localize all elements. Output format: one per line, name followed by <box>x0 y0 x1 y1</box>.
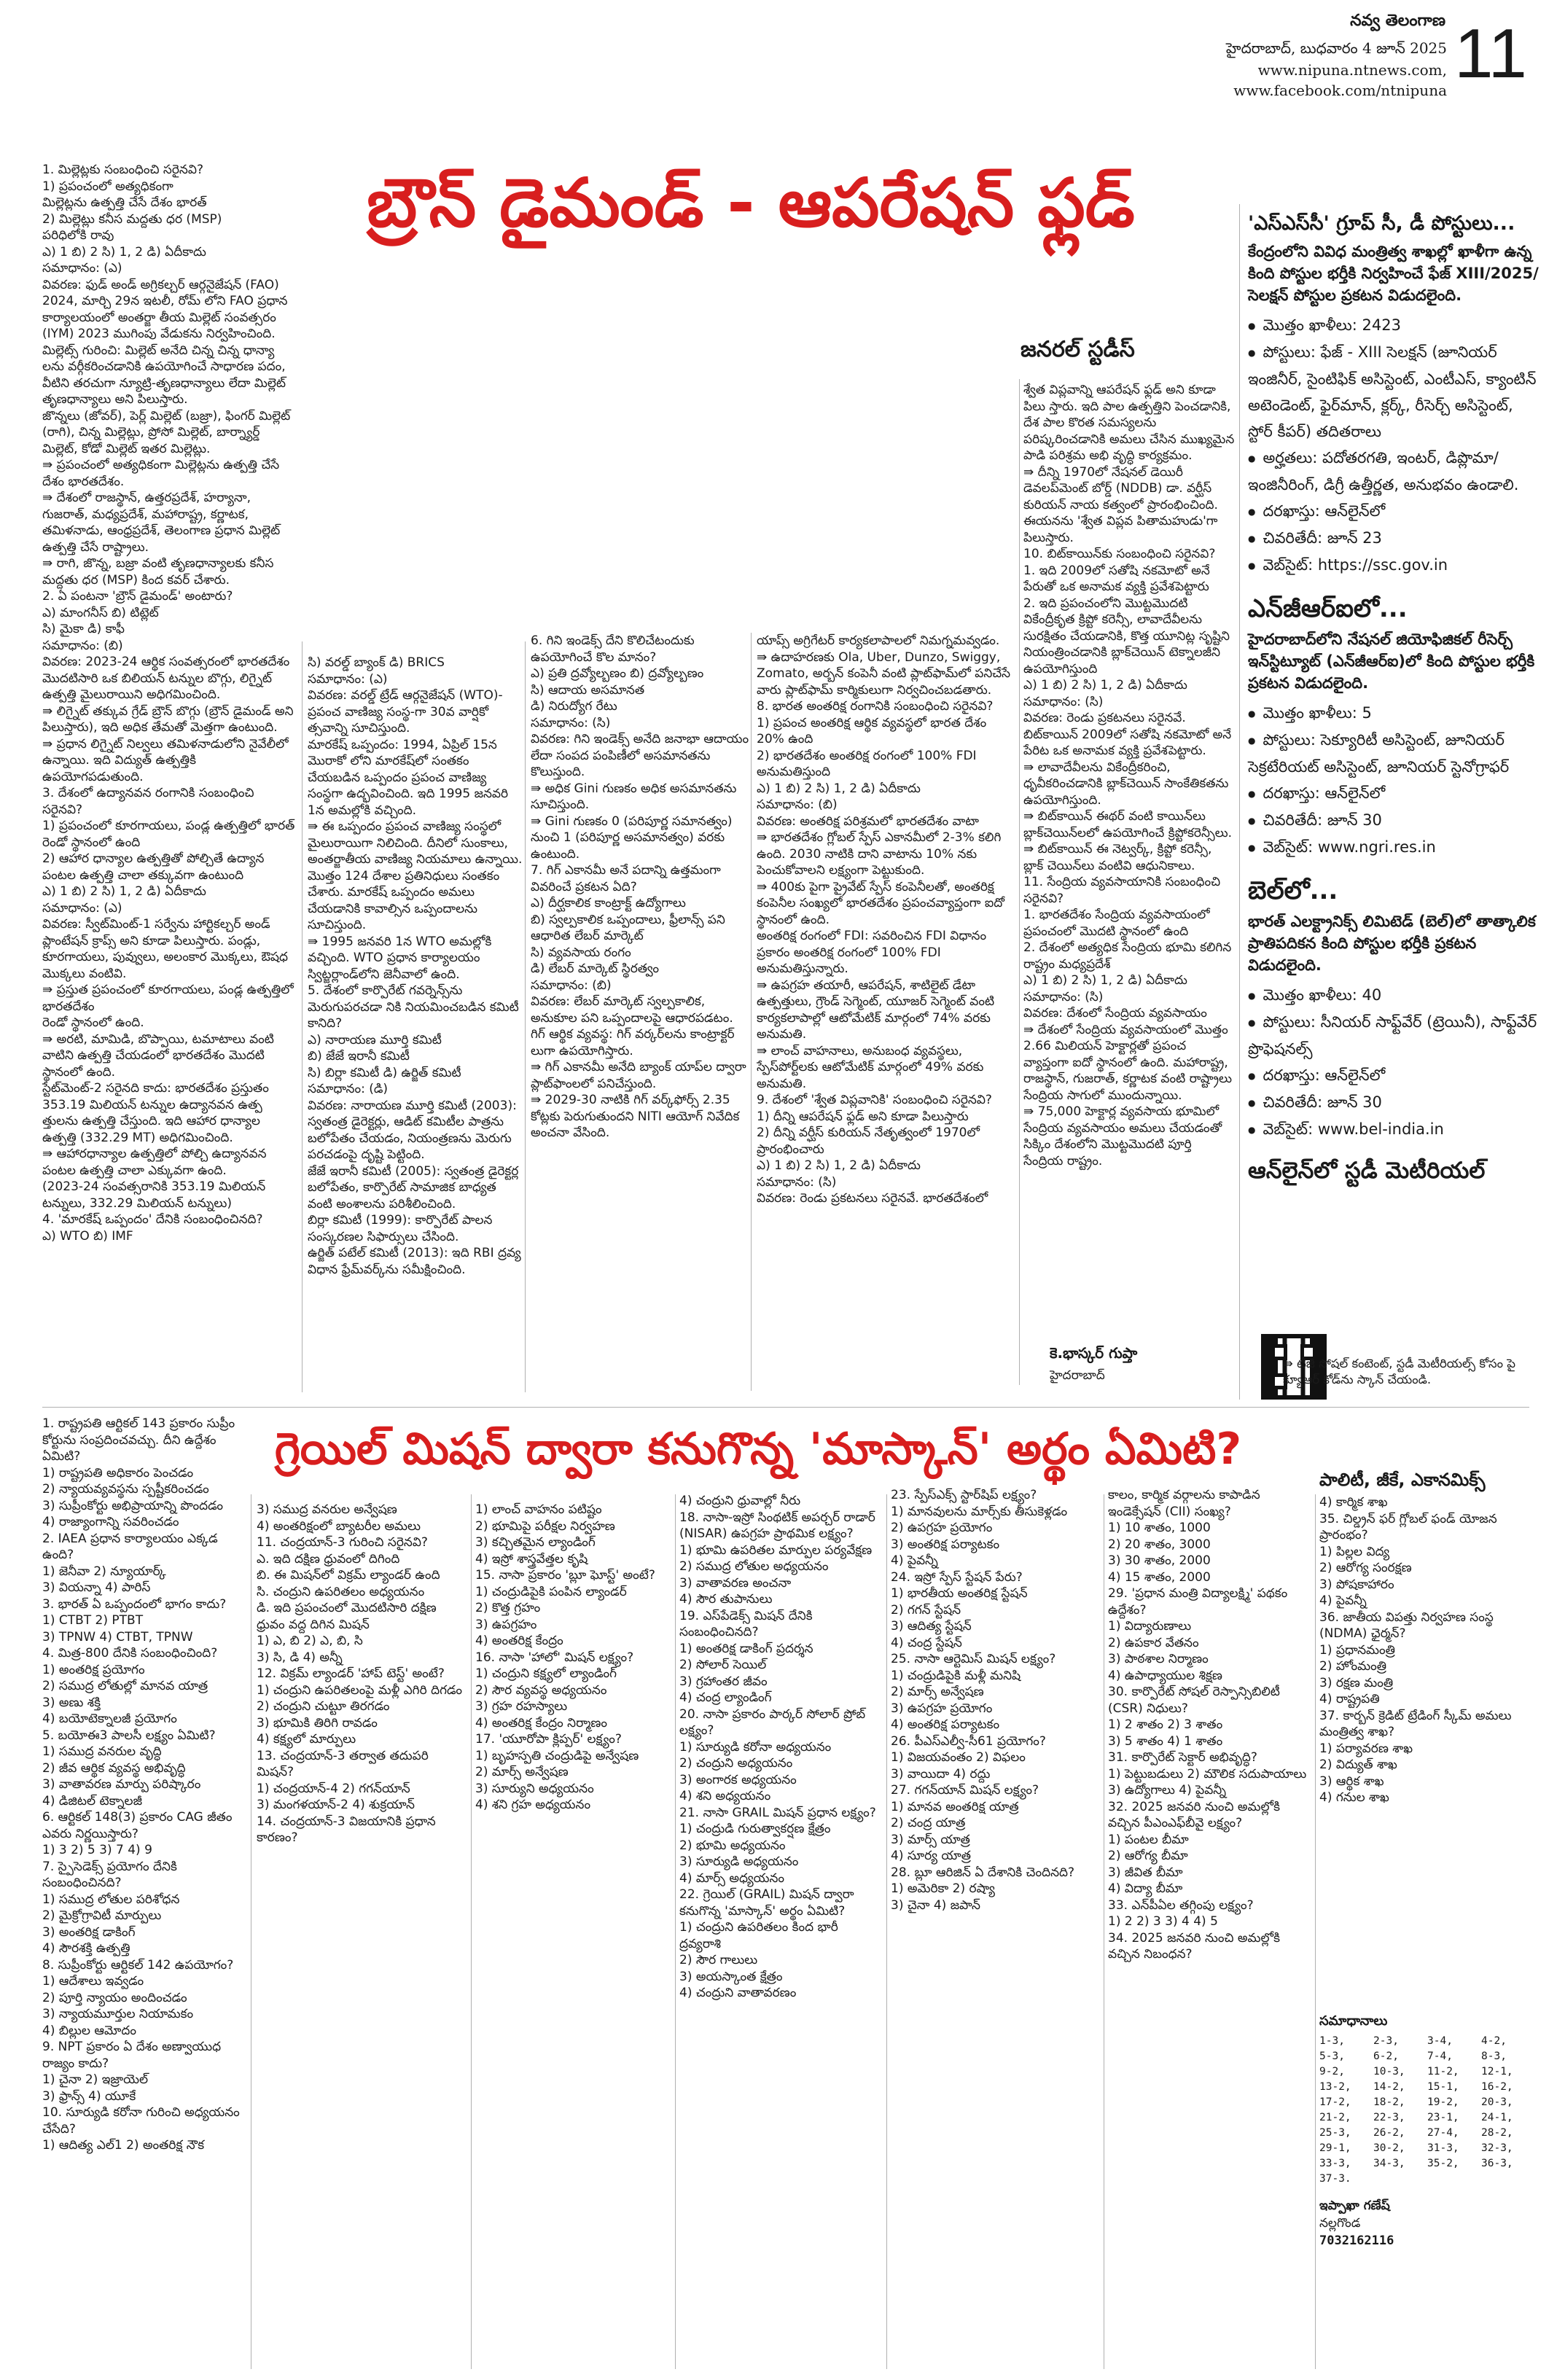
answers-row <box>1319 2110 1535 2126</box>
answer-cell: 33-3, <box>1319 2158 1351 2169</box>
section-general-studies: జనరల్ స్టడీస్ <box>1021 337 1135 362</box>
answers-phone: 7032162116 <box>1319 2233 1394 2248</box>
ssc-item: ● పోస్టులు: ఫేజ్ - XIII సెలక్షన్ (జూనియర్ ఇంజినీర్, సైంటిఫిక్ అసిస్టెంట్, ఎంటీఎస్, క్యాంటిన్ అటెండెంట్, ఫైర్‌మాన్, క్లర్క్, రీసెర్చ్ అసిస్టెంట్, స్టోర్ కీపర్) తదితరాలు <box>1248 339 1540 445</box>
column-rule <box>886 1494 887 2369</box>
ngri-title: ఎన్‌జీఆర్ఐలో... <box>1248 594 1408 623</box>
ngri-intro: హైదరాబాద్‌లోని నేషనల్ జియోఫిజికల్ రీసెర్చ్ ఇన్‌స్టిట్యూట్ (ఎన్‌జీఆర్ఐ)లో కింది పోస్టుల భర్తీకి ప్రకటన విడుదలైంది. <box>1248 631 1535 692</box>
answers-row <box>1319 2080 1535 2095</box>
column-rule <box>675 1494 676 2369</box>
article-bottom-col-4: 4) చంద్రుని ధ్రువాల్లో నీరు 18. నాసా-ఇస్రో సింథటిక్ అపర్చర్ రాడార్ (NISAR) ఉపగ్రహ ప్రాథమిక లక్ష్యం? 1) భూమి ఉపరితల మార్పుల పర్యవేక్షణ 2) సముద్ర లోతుల అధ్యయనం 3) వాతావరణ అంచనా 4) సౌర తుపానులు 19. ఎస్‌పేడెక్స్ మిషన్ దేనికి సంబంధించినది? 1) అంతరిక్ష డాకింగ్ ప్రదర్శన 2) సోలార్ సెయిల్ 3) గ్రహాంతర జీవం 4) చంద్ర ల్యాండింగ్ 20. నాసా ప్రకారం పార్కర్ సోలార్ ప్రోబ్ లక్ష్యం? 1) సూర్యుడి కరోనా అధ్యయనం 2) చంద్రుని అధ్యయనం 3) అంగారక అధ్యయనం 4) శని అధ్యయనం 21. నాసా GRAIL మిషన్ ప్రధాన లక్ష్యం? 1) చంద్రుడి గురుత్వాకర్షణ క్షేత్రం 2) భూమి అధ్యయనం 3) సూర్యుడి అధ్యయనం 4) మార్స్ అధ్యయనం 22. గ్రెయిల్ (GRAIL) మిషన్ ద్వారా కనుగొన్న 'మాస్కాన్' అర్థం ఏమిటి? 1) చంద్రుని ఉపరితలం కింద భారీ ద్రవ్యరాశి 2) సౌర గాలులు 3) అయస్కాంత క్షేత్రం 4) చంద్రుని వాతావరణం <box>679 1494 876 2000</box>
answers-row <box>1319 2095 1535 2110</box>
article-bottom-col-1: 1. రాష్ట్రపతి ఆర్టికల్ 143 ప్రకారం సుప్రీం కోర్టును సంప్రదించవచ్చు. దీని ఉద్దేశం ఏమిటి? 1) రాష్ట్రపతి అధికారం పెంచడం 2) న్యాయవ్యవస్థను స్పష్టీకరించడం 3) సుప్రీంకోర్టు అభిప్రాయాన్ని పొందడం 4) రాజ్యాంగాన్ని సవరించడం 2. IAEA ప్రధాన కార్యాలయం ఎక్కడ ఉంది? 1) జెనీవా 2) న్యూయార్క్ 3) వియన్నా 4) పారిస్ 3. భారత్ ఏ ఒప్పందంలో భాగం కాదు? 1) CTBT 2) PTBT 3) TPNW 4) CTBT, TPNW 4. మిత్ర-800 దేనికి సంబంధించింది? 1) అంతరిక్ష ప్రయోగం 2) సముద్ర లోతుల్లో మానవ యాత్ర 3) అణు శక్తి 4) బయోటెక్నాలజీ ప్రయోగం 5. బయోఈ3 పాలసీ లక్ష్యం ఏమిటి? 1) సముద్ర వనరుల వృద్ధి 2) జీవ ఆర్థిక వ్యవస్థ అభివృద్ధి 3) వాతావరణ మార్పు పరిష్కారం 4) డిజిటల్ టెక్నాలజీ 6. ఆర్టికల్ 148(3) ప్రకారం CAG జీతం ఎవరు నిర్ణయిస్తారు? 1) 3 2) 5 3) 7 4) 9 7. స్పైసెడెక్స్ ప్రయోగం దేనికి సంబంధించినది? 1) సముద్ర లోతుల పరిశోధన 2) మైక్రోగ్రావిటీ మార్పులు 3) అంతరిక్ష డాకింగ్ 4) సౌరశక్తి ఉత్పత్తి 8. సుప్రీంకోర్టు ఆర్టికల్ 142 ఉపయోగం? 1) ఆదేశాలు ఇవ్వడం 2) పూర్తి న్యాయం అందించడం 3) న్యాయమూర్తుల నియామకం 4) బిల్లుల ఆమోదం 9. NPT ప్రకారం ఏ దేశం అణ్వాయుధ రాజ్యం కాదు? 1) చైనా 2) ఇజ్రాయెల్ 3) ఫ్రాన్స్ 4) యూకే 10. సూర్యుడి కరోనా గురించి అధ్యయనం చేసేది? 1) ఆదిత్య ఎల్1 2) అంతరిక్ష నౌక <box>42 1416 240 2153</box>
answer-cell: 32-3, <box>1481 2142 1513 2154</box>
answers-row <box>1319 2126 1535 2141</box>
answer-cell: 30-2, <box>1373 2142 1405 2154</box>
ngri-item: ● పోస్టులు: సెక్యూరిటీ అసిస్టెంట్, జూనియర్ సెక్రటేరియట్ అసిస్టెంట్, జూనియర్ స్టెనోగ్రాఫర్ <box>1248 727 1540 780</box>
answer-cell: 24-1, <box>1481 2112 1513 2123</box>
answer-cell: 29-1, <box>1319 2142 1351 2154</box>
answer-cell: 7-4, <box>1427 2051 1453 2062</box>
answer-cell: 23-1, <box>1427 2112 1459 2123</box>
page-number: 11 <box>1454 15 1527 93</box>
masthead-brand: నవ్వ తెలంగాణ <box>1350 12 1445 30</box>
answer-cell: 21-2, <box>1319 2112 1351 2123</box>
article-top-col-5: శ్వేత విప్లవాన్ని ఆపరేషన్ ఫ్లడ్ అని కూడా పిలు స్తారు. ఇది పాల ఉత్పత్తిని పెంచడానికి, దేశ పాల కొరత సమస్యలను పరిష్కరించడానికి అమలు చేసిన ముఖ్యమైన పాడి పరిశ్రమ అభి వృద్ధి కార్యక్రమం. ⇛ దీన్ని 1970లో నేషనల్ డెయిరీ డెవలప్‌మెంట్ బోర్డ్ (NDDB) డా. వర్ఘీస్ కురియన్ నాయ కత్వంలో ప్రారంభించింది. ఈయనను 'శ్వేత విప్లవ పితామహుడు'గా పిలుస్తారు. 10. బిట్‌కాయిన్‌కు సంబంధించి సరైనవి? 1. ఇది 2009లో సతోషి నకమోటో అనే పేరుతో ఒక అనామక వ్యక్తి ప్రవేశపెట్టారు 2. ఇది ప్రపంచంలోని మొట్టమొదటి వికేంద్రీకృత క్రిప్టో కరెన్సీ, లావాదేవీలను సురక్షితం చేయడానికి, కొత్త యూనిట్ల సృష్టిని నియంత్రించడానికి బ్లాక్‌చెయిన్ టెక్నాలజీని ఉపయోగిస్తుంది ఎ) 1 బి) 2 సి) 1, 2 డి) ఏదీకాదు సమాధానం: (సి) వివరణ: రెండు ప్రకటనలు సరైనవే. బిట్‌కాయిన్ 2009లో సతోషి నకమోటో అనే పేరిట ఒక అనామక వ్యక్తి ప్రవేశపెట్టారు. ⇛ లావాదేవీలను వికేంద్రీకరించి, ధృవీకరించడానికి బ్లాక్‌చెయిన్ సాంకేతికతను ఉపయోగిస్తుంది. ⇛ బిట్‌కాయిన్ ఈథర్ వంటి కాయిన్‌లు బ్లాక్‌చెయిన్‌లలో ఉపయోగించే క్రిప్టోకరెన్సీలు. ⇛ బిట్‌కాయిన్ ఈ నెట్వర్క్, క్రిప్టో కరెన్సీ, బ్లాక్ చెయిన్‌లు వంటివి ఆధునికాలు. 11. సేంద్రియ వ్యవసాయానికి సంబంధించి సరైనవి? 1. భారతదేశం సేంద్రియ వ్యవసాయంలో ప్రపంచంలో మొదటి స్థానంలో ఉంది 2. దేశంలో అత్యధిక సేంద్రియ భూమి కలిగిన రాష్ట్రం మధ్యప్రదేశ్ ఎ) 1 బి) 2 సి) 1, 2 డి) ఏదీకాదు సమాధానం: (సి) వివరణ: దేశంలో సేంద్రియ వ్యవసాయం ⇛ దేశంలో సేంద్రియ వ్యవసాయంలో మొత్తం 2.66 మిలియన్ హెక్టార్లతో ప్రపంచ వ్యాప్తంగా ఐదో స్థానంలో ఉంది. మహారాష్ట్ర, రాజస్థాన్, గుజరాత్, కర్ణాటక వంటి రాష్ట్రాలు సేంద్రియ సాగులో ముందున్నాయి. ⇛ 75,000 హెక్టార్ల వ్యవసాయ భూమిలో సేంద్రియ వ్యవసాయం అమలు చేయడంతో సిక్కిం దేశంలోని మొట్టమొదటి పూర్తి సేంద్రియ రాష్ట్రం. <box>1023 383 1235 1168</box>
answer-cell: 20-3, <box>1481 2096 1513 2108</box>
column-rule <box>751 633 752 1391</box>
answer-cell <box>1427 2172 1481 2187</box>
column-rule <box>1315 1494 1316 2369</box>
answer-cell: 8-3, <box>1481 2051 1507 2062</box>
answer-cell: 10-3, <box>1373 2066 1405 2077</box>
article-bottom-col-2: 3) సముద్ర వనరుల అన్వేషణ 4) అంతరిక్షంలో బ్యాటరీల అమలు 11. చంద్రయాన్-3 గురించి సరైనవి? ఎ. ఇది దక్షిణ ధ్రువంలో దిగింది బి. ఈ మిషన్‌లో విక్రమ్ ల్యాండర్ ఉంది సి. చంద్రుని ఉపరితలం అధ్యయనం డి. ఇది ప్రపంచంలో మొదటిసారి దక్షిణ ధ్రువం వద్ద దిగిన మిషన్ 1) ఎ, బి 2) ఎ, బి, సి 3) సి, డి 4) అన్నీ 12. విక్రమ్ ల్యాండర్ 'హాప్ టెస్ట్' అంటే? 1) చంద్రుని ఉపరితలంపై మళ్లీ ఎగిరి దిగడం 2) చంద్రుని చుట్టూ తిరగడం 3) భూమికి తిరిగి రావడం 4) కక్ష్యలో మార్పులు 13. చంద్రయాన్-3 తర్వాత తదుపరి మిషన్? 1) చంద్రయాన్-4 2) గగన్‌యాన్ 3) మంగళయాన్-2 4) శుక్రయాన్ 14. చంద్రయాన్-3 విజయానికి ప్రధాన కారణం? <box>257 1502 462 1845</box>
answers-grid <box>1319 2034 1535 2187</box>
answers-row <box>1319 2172 1535 2187</box>
bel-list <box>1248 982 1540 1143</box>
byline-place: హైదరాబాద్ <box>1050 1368 1105 1383</box>
article-top-col-1: 1. మిల్లెట్లకు సంబంధించి సరైనవి? 1) ప్రపంచంలో అత్యధికంగా మిల్లెట్లను ఉత్పత్తి చేసే దేశం భారత్ 2) మిల్లెట్లు కనీస మద్దతు ధర (MSP) పరిధిలోకి రావు ఎ) 1 బి) 2 సి) 1, 2 డి) ఏదీకాదు సమాధానం: (ఎ) వివరణ: ఫుడ్ అండ్ అగ్రికల్చర్ ఆర్గనైజేషన్ (FAO) 2024, మార్చి 29న ఇటలీ, రోమ్ లోని FAO ప్రధాన కార్యాలయంలో అంతర్జా తీయ మిల్లెట్ సంవత్సరం (IYM) 2023 ముగింపు వేడుకను నిర్వహించింది. మిల్లెట్స్ గురించి: మిల్లెట్ అనేది చిన్న చిన్న ధాన్యా లను వర్గీకరించడానికి ఉపయోగించే సాధారణ పదం, వీటిని తరచుగా న్యూట్రి-తృణధాన్యాలు లేదా మిల్లెట్ తృణధాన్యాలు అని పిలుస్తారు. జొన్నలు (జోవర్), పెర్ల్ మిల్లెట్ (బజ్రా), ఫింగర్ మిల్లెట్ (రాగి), చిన్న మిల్లెట్లు, ప్రోసో మిల్లెట్, బార్న్యార్డ్ మిల్లెట్, కోడో మిల్లెట్ ఇతర మిల్లెట్లు. ⇛ ప్రపంచంలో అత్యధికంగా మిల్లెట్లను ఉత్పత్తి చేసే దేశం భారతదేశం. ⇛ దేశంలో రాజస్థాన్, ఉత్తరప్రదేశ్, హర్యానా, గుజరాత్, మధ్యప్రదేశ్, మహారాష్ట్ర, కర్ణాటక, తమిళనాడు, ఆంధ్రప్రదేశ్, తెలంగాణ ప్రధాన మిల్లెట్ ఉత్పత్తి చేసే రాష్ట్రాలు. ⇛ రాగి, జొన్న, బజ్రా వంటి తృణధాన్యాలకు కనీస మద్దతు ధర (MSP) కింద కవర్ చేశారు. 2. ఏ పంటనా 'బ్రౌన్ డైమండ్' అంటారు? ఎ) మాంగనీస్ బి) టిట్లెట్ సి) మైకా డి) కాఫీ సమాధానం: (బి) వివరణ: 2023-24 ఆర్థిక సంవత్సరంలో భారతదేశం మొదటిసారి ఒక బిలియన్ టన్నుల బొగ్గు, లిగ్నైట్ ఉత్పత్తి మైలురాయిని అధిగమించింది. ⇛ లిగ్నైట్ తక్కువ గ్రేడ్ బ్రౌన్ బొగ్గు (బ్రౌన్ డైమండ్ అని పిలుస్తారు), ఇది అధిక తేమతో మెత్తగా ఉంటుంది. ⇛ ప్రధాన లిగ్నైట్ నిల్వలు తమిళనాడులోని నైవేలీలో ఉన్నాయి. ఇది విద్యుత్ ఉత్పత్తికి ఉపయోగపడుతుంది. 3. దేశంలో ఉద్యానవన రంగానికి సంబంధించి సరైనవి? 1) ప్రపంచంలో కూరగాయలు, పండ్ల ఉత్పత్తిలో భారత్ రెండో స్థానంలో ఉంది 2) ఆహార ధాన్యాల ఉత్పత్తితో పోల్చితే ఉద్యాన పంటల ఉత్పత్తి చాలా తక్కువగా ఉంటుంది ఎ) 1 బి) 2 సి) 1, 2 డి) ఏదీకాదు సమాధానం: (ఎ) వివరణ: స్వీట్‌మింట్-1 సర్వేను హార్టికల్చర్ అండ్ ప్లాంటేషన్ క్రాప్స్ అని కూడా పిలుస్తారు. పండ్లు, కూరగాయలు, పువ్వులు, అలంకార మొక్కలు, ఔషధ మొక్కలు వంటివి. ⇛ ప్రస్తుత ప్రపంచంలో కూరగాయలు, పండ్ల ఉత్పత్తిలో భారతదేశం రెండో స్థానంలో ఉంది. ⇛ అరటి, మామిడి, బొప్పాయి, టమాటాలు వంటి వాటిని ఉత్పత్తి చేయడంలో భారతదేశం మొదటి స్థానంలో ఉంది. స్టేట్‌మెంట్-2 సరైనది కాదు: భారతదేశం ప్రస్తుతం 353.19 మిలియన్ టన్నుల ఉద్యానవన ఉత్ప త్తులను ఉత్పత్తి చేస్తుంది. ఇది ఆహార ధాన్యాల ఉత్పత్తి (332.29 MT) అధిగమించింది. ⇛ ఆహారధాన్యాల ఉత్పత్తిలో పోల్చి ఉద్యానవన పంటల ఉత్పత్తి చాలా ఎక్కువగా ఉంది. (2023-24 సంవత్సరానికి 353.19 మిలియన్ టన్నులు, 332.29 మిలియన్ టన్నులు) 4. 'మారకేష్ ఒప్పందం' దేనికి సంబంధించినది? ఎ) WTO బి) IMF <box>42 163 295 1244</box>
online-material-note: ⇛ టీజీ సోషల్ కంటెంట్, స్టడీ మెటీరియల్స్ కోసం పై క్యూఆర్ కోడ్‌ను స్కాన్ చేయండి. <box>1283 1357 1515 1386</box>
headline-bottom: గ్రెయిల్ మిషన్ ద్వారా కనుగొన్న 'మాస్కాన్' అర్థం ఏమిటి? <box>274 1424 1242 1475</box>
ssc-item: ● మొత్తం ఖాళీలు: 2423 <box>1248 312 1540 339</box>
ssc-item: ● అర్హతలు: పదోతరగతి, ఇంటర్, డిప్లొమా/ఇంజినీరింగ్, డిగ్రీ ఉత్తీర్ణత, అనుభవం ఉండాలి. <box>1248 445 1540 498</box>
column-rule <box>302 641 303 1392</box>
ssc-website[interactable]: ● వెబ్‌సైట్: https://ssc.gov.in <box>1248 552 1540 579</box>
masthead-dateline: హైదరాబాద్, బుధవారం 4 జూన్ 2025 <box>1225 39 1447 57</box>
ssc-title: 'ఎస్ఎస్‌సీ' గ్రూప్ సీ, డీ పోస్టులు... <box>1248 212 1515 235</box>
article-bottom-col-5: 23. స్పేస్‌ఎక్స్ స్టార్‌షిప్ లక్ష్యం? 1) మానవులను మార్స్‌కు తీసుకెళ్లడం 2) ఉపగ్రహ ప్రయోగం 3) అంతరిక్ష పర్యాటకం 4) పైవన్నీ 24. ఇస్రో స్పేస్ స్టేషన్ పేరు? 1) భారతీయ అంతరిక్ష స్టేషన్ 2) గగన్ స్టేషన్ 3) ఆదిత్య స్టేషన్ 4) చంద్ర స్టేషన్ 25. నాసా ఆర్టెమిస్ మిషన్ లక్ష్యం? 1) చంద్రుడిపైకి మళ్లీ మనిషి 2) మార్స్ అన్వేషణ 3) ఉపగ్రహ ప్రయోగం 4) అంతరిక్ష పర్యాటకం 26. పీఎస్ఎల్వీ-సీ61 ప్రయోగం? 1) విజయవంతం 2) విఫలం 3) వాయిదా 4) రద్దు 27. గగన్‌యాన్ మిషన్ లక్ష్యం? 1) మానవ అంతరిక్ష యాత్ర 2) చంద్ర యాత్ర 3) మార్స్ యాత్ర 4) సూర్య యాత్ర 28. బ్లూ ఆరిజిన్ ఏ దేశానికి చెందినది? 1) అమెరికా 2) రష్యా 3) చైనా 4) జపాన్ <box>891 1488 1075 1913</box>
article-top-col-2: సి) వరల్డ్ బ్యాంక్ డి) BRICS సమాధానం: (ఎ) వివరణ: వరల్డ్ ట్రేడ్ ఆర్గనైజేషన్ (WTO)- ప్రపంచ వాణిజ్య సంస్థ-గా 30వ వార్షికో త్సవాన్ని సూచిస్తుంది. మారకేష్ ఒప్పందం: 1994, ఏప్రిల్ 15న మొరాకో లోని మారకేష్‌లో సంతకం చేయబడిన ఒప్పందం ప్రపంచ వాణిజ్య సంస్థగా ఉద్భవించింది. ఇది 1995 జనవరి 1న అమల్లోకి వచ్చింది. ⇛ ఈ ఒప్పందం ప్రపంచ వాణిజ్య సంస్థలో మైలురాయిగా నిలిచింది. దీనిలో సుంకాలు, అంతర్జాతీయ వాణిజ్య నియమాలు ఉన్నాయి. మొత్తం 124 దేశాల ప్రతినిధులు సంతకం చేశారు. మారకేష్ ఒప్పందం అమలు చేయడానికి కావాల్సిన ఒప్పందాలను సూచిస్తుంది. ⇛ 1995 జనవరి 1న WTO అమల్లోకి వచ్చింది. WTO ప్రధాన కార్యాలయం స్విట్జర్లాండ్‌లోని జెనీవాలో ఉంది. 5. దేశంలో కార్పొరేట్ గవర్నెన్స్‌ను మెరుగుపరచడా నికి నియమించబడిన కమిటీ కానిది? ఎ) నారాయణ మూర్తి కమిటీ బి) జేజే ఇరానీ కమిటీ సి) బిర్లా కమిటీ డి) ఉర్జిత్ కమిటీ సమాధానం: (డి) వివరణ: నారాయణ మూర్తి కమిటీ (2003): స్వతంత్ర డైరెక్టర్లు, ఆడిట్ కమిటీల పాత్రను బలోపేతం చేయడం, నియంత్రణను మెరుగు పరచడంపై దృష్టి పెట్టింది. జేజే ఇరానీ కమిటీ (2005): స్వతంత్ర డైరెక్టర్ల బలోపేతం, కార్పొరేట్ సామాజిక బాధ్యత వంటి అంశాలను పరిశీలించింది. బిర్లా కమిటీ (1999): కార్పొరేట్ పాలన సంస్కరణల సిఫార్సులు చేసింది. ఉర్జిత్ పటేల్ కమిటీ (2013): ఇది RBI ద్రవ్య విధాన ఫ్రేమ్‌వర్క్‌ను సమీక్షించింది. <box>308 655 523 1277</box>
answer-cell: 5-3, <box>1319 2051 1345 2062</box>
article-top-col-3: 6. గిని ఇండెక్స్ దేని కొలిచేటందుకు ఉపయోగించే కొల మానం? ఎ) ప్రతి ద్రవ్యోల్బణం బి) ద్రవ్యోల్బణం సి) ఆదాయ అసమానత డి) నిరుద్యోగ రేటు సమాధానం: (సి) వివరణ: గిని ఇండెక్స్ అనేది జనాభా ఆదాయం లేదా సంపద పంపిణీలో అసమానతను కొలుస్తుంది. ⇛ అధిక Gini గుణకం అధిక అసమానతను సూచిస్తుంది. ⇛ Gini గుణకం 0 (పరిపూర్ణ సమానత్వం) నుంచి 1 (పరిపూర్ణ అసమానత్వం) వరకు ఉంటుంది. 7. గిగ్ ఎకానమీ అనే పదాన్ని ఉత్తమంగా వివరించే ప్రకటన ఏది? ఎ) దీర్ఘకాలిక కాంట్రాక్ట్ ఉద్యోగాలు బి) స్వల్పకాలిక ఒప్పందాలు, ఫ్రీలాన్స్ పని ఆధారిత లేబర్ మార్కెట్ సి) వ్యవసాయ రంగం డి) లేబర్ మార్కెట్ స్థిరత్వం సమాధానం: (బి) వివరణ: లేబర్ మార్కెట్ స్వల్పకాలిక, అనుకూల పని ఒప్పందాలపై ఆధారపడటం. గిగ్ ఆర్థిక వ్యవస్థ: గిగ్ వర్కర్‌లను కాంట్రాక్టర్ లుగా ఉపయోగిస్తారు. ⇛ గిగ్ ఎకానమీ అనేది బ్యాంక్ యాప్‌ల ద్వారా ప్లాట్‌ఫాంలలో పనిచేస్తుంది. ⇛ 2029-30 నాటికి గిగ్ వర్క్‌ఫోర్స్ 2.35 కోట్లకు పెరుగుతుందని NITI ఆయోగ్ నివేదిక అంచనా వేసింది. <box>531 633 749 1140</box>
answer-cell: 1-3, <box>1319 2035 1345 2047</box>
jobs-sidebar <box>1248 211 1540 1185</box>
column-rule <box>1019 379 1020 1385</box>
answer-cell: 13-2, <box>1319 2081 1351 2093</box>
bel-item: ● చివరితేదీ: జూన్ 30 <box>1248 1089 1540 1116</box>
section-polity-gk: పాలిటీ, జీకే, ఎకానమిక్స్ <box>1319 1470 1486 1490</box>
section-divider <box>42 1407 1529 1408</box>
byline-author: కె.భాస్కర్ గుప్తా <box>1050 1344 1138 1362</box>
ngri-item: ● చివరితేదీ: జూన్ 30 <box>1248 807 1540 834</box>
article-bottom-col-6: కాలం, కార్మిక వర్గాలను కాపాడిన ఇండెక్సేషన్ (CII) సంఖ్య? 1) 10 శాతం, 1000 2) 20 శాతం, 3000 3) 30 శాతం, 2000 4) 15 శాతం, 2000 29. 'ప్రధాన మంత్రి విద్యాలక్ష్మి' పథకం ఉద్దేశం? 1) విద్యారుణాలు 2) ఉపకార వేతనం 3) పాఠశాల నిర్మాణం 4) ఉపాధ్యాయుల శిక్షణ 30. కార్పొరేట్ సోషల్ రెస్పాన్సిబిలిటీ (CSR) నిధులు? 1) 2 శాతం 2) 3 శాతం 3) 5 శాతం 4) 1 శాతం 31. కార్పొరేట్ సెక్టార్ అభివృద్ధి? 1) పెట్టుబడులు 2) మౌలిక సదుపాయాలు 3) ఉద్యోగాలు 4) పైవన్నీ 32. 2025 జనవరి నుంచి అమల్లోకి వచ్చిన పీఎంఎఫ్‌బీవై లక్ష్యం? 1) పంటల బీమా 2) ఆరోగ్య బీమా 3) జీవిత బీమా 4) విద్యా బీమా 33. ఎన్‌పీఏల తగ్గింపు లక్ష్యం? 1) 2 2) 3 3) 4 4) 5 34. 2025 జనవరి నుంచి అమల్లోకి వచ్చిన నిబంధన? <box>1108 1488 1307 1962</box>
bel-item: ● పోస్టులు: సీనియర్ సాఫ్ట్‌వేర్ (ట్రెయినీ), సాఫ్ట్‌వేర్ ప్రొఫెషనల్స్ <box>1248 1009 1540 1062</box>
answers-row <box>1319 2034 1535 2049</box>
answer-cell: 26-2, <box>1373 2127 1405 2139</box>
masthead-web-1[interactable]: www.nipuna.ntnews.com, <box>1257 61 1447 79</box>
answer-cell: 15-1, <box>1427 2081 1459 2093</box>
answers-author-place: నల్లగొండ <box>1319 2216 1361 2231</box>
answers-row <box>1319 2049 1535 2064</box>
masthead-web-2[interactable]: www.facebook.com/ntnipuna <box>1233 82 1447 99</box>
sidebar-rule <box>1239 204 1240 1400</box>
answer-cell: 37-3. <box>1319 2173 1351 2185</box>
answer-cell: 11-2, <box>1427 2066 1459 2077</box>
column-rule <box>471 1494 472 2369</box>
answers-row <box>1319 2064 1535 2080</box>
answer-cell: 27-4, <box>1427 2127 1459 2139</box>
answer-cell: 19-2, <box>1427 2096 1459 2108</box>
answer-cell: 25-3, <box>1319 2127 1351 2139</box>
answer-cell: 17-2, <box>1319 2096 1351 2108</box>
answers-row <box>1319 2156 1535 2172</box>
answer-cell: 6-2, <box>1373 2051 1399 2062</box>
article-top-col-4: యాప్స్ అగ్రిగేటర్ కార్యకలాపాలలో నిమగ్నమవ్వడం. ⇛ ఉదాహరణకు Ola, Uber, Dunzo, Swiggy, Zomato, అర్బన్ కంపెనీ వంటి ప్లాట్‌ఫామ్‌లో పనిచేసే వారు ప్లాట్‌ఫామ్ కార్మికులుగా నిర్వచించబడతారు. 8. భారత అంతరిక్ష రంగానికి సంబంధించి సరైనవి? 1) ప్రపంచ అంతరిక్ష ఆర్థిక వ్యవస్థలో భారత దేశం 20% ఉంది 2) భారతదేశం అంతరిక్ష రంగంలో 100% FDI అనుమతిస్తుంది ఎ) 1 బి) 2 సి) 1, 2 డి) ఏదీకాదు సమాధానం: (బి) వివరణ: అంతరిక్ష పరిశ్రమలో భారతదేశం వాటా ⇛ భారతదేశం గ్లోబల్ స్పేస్ ఎకానమీలో 2-3% కలిగి ఉంది. 2030 నాటికి దాని వాటాను 10% నకు పెంచుకోవాలని లక్ష్యంగా పెట్టుకుంది. ⇛ 400కు పైగా ప్రైవేట్ స్పేస్ కంపెనీలతో, అంతరిక్ష కంపెనీల సంఖ్యలో భారతదేశం ప్రపంచవ్యాప్తంగా ఐదో స్థానంలో ఉంది. అంతరిక్ష రంగంలో FDI: సవరించిన FDI విధానం ప్రకారం అంతరిక్ష రంగంలో 100% FDI అనుమతిస్తున్నారు. ⇛ ఉపగ్రహ తయారీ, ఆపరేషన్, శాటిలైట్ డేటా ఉత్పత్తులు, గ్రౌండ్ సెగ్మెంట్, యూజర్ సెగ్మెంట్ వంటి కార్యకలాపాల్లో ఆటోమేటిక్ మార్గంలో 74% వరకు అనుమతి. ⇛ లాంచ్ వాహనాలు, అనుబంధ వ్యవస్థలు, స్పేస్‌పోర్ట్‌లకు ఆటోమేటిక్ మార్గంలో 49% వరకు అనుమతి. 9. దేశంలో 'శ్వేత విప్లవానికి' సంబంధించి సరైనవి? 1) దీన్ని ఆపరేషన్ ఫ్లడ్ అని కూడా పిలుస్తారు 2) దీన్ని వర్ఘీస్ కురియన్ నేతృత్వంలో 1970లో ప్రారంభించారు ఎ) 1 బి) 2 సి) 1, 2 డి) ఏదీకాదు సమాధానం: (సి) వివరణ: రెండు ప్రకటనలు సరైనవే. భారతదేశంలో <box>757 633 1011 1206</box>
ngri-item: ● దరఖాస్తు: ఆన్‌లైన్‌లో <box>1248 780 1540 807</box>
ssc-item: ● చివరితేదీ: జూన్ 23 <box>1248 525 1540 552</box>
article-bottom-col-7: 4) కార్మిక శాఖ 35. చిల్డ్రన్ ఫర్ గ్లోబల్ ఫండ్ యోజన ప్రారంభం? 1) పిల్లల విద్య 2) ఆరోగ్య సంరక్షణ 3) పోషకాహారం 4) పైవన్నీ 36. జాతీయ విపత్తు నిర్వహణ సంస్థ (NDMA) ఛైర్మన్? 1) ప్రధానమంత్రి 2) హోంమంత్రి 3) రక్షణ మంత్రి 4) రాష్ట్రపతి 37. కార్బన్ క్రెడిట్ ట్రేడింగ్ స్కీమ్ అమలు మంత్రిత్వ శాఖ? 1) పర్యావరణ శాఖ 2) విద్యుత్ శాఖ 3) ఆర్థిక శాఖ 4) గనుల శాఖ <box>1319 1495 1512 1805</box>
column-rule <box>525 641 526 1392</box>
answer-cell <box>1481 2172 1535 2187</box>
online-material-title: ఆన్‌లైన్‌లో స్టడీ మెటీరియల్ <box>1248 1158 1486 1184</box>
answer-cell: 14-2, <box>1373 2081 1405 2093</box>
ngri-item: ● మొత్తం ఖాళీలు: 5 <box>1248 700 1540 727</box>
answer-cell: 12-1, <box>1481 2066 1513 2077</box>
ssc-intro: కేంద్రంలోని వివిధ మంత్రిత్వ శాఖల్లో ఖాళీగా ఉన్న కింది పోస్టుల భర్తీకి నిర్వహించే ఫేజ్ XIII/2025/సెలక్షన్ పోస్టుల ప్రకటన విడుదలైంది. <box>1248 243 1539 304</box>
ssc-item: ● దరఖాస్తు: ఆన్‌లైన్‌లో <box>1248 498 1540 525</box>
answer-cell: 4-2, <box>1481 2035 1507 2047</box>
ngri-website[interactable]: ● వెబ్‌సైట్: www.ngri.res.in <box>1248 834 1540 861</box>
answers-title: సమాధానాలు <box>1319 2013 1388 2029</box>
answers-row <box>1319 2141 1535 2156</box>
answer-cell: 28-2, <box>1481 2127 1513 2139</box>
answer-cell: 2-3, <box>1373 2035 1399 2047</box>
answer-cell: 31-3, <box>1427 2142 1459 2154</box>
answer-cell: 36-3, <box>1481 2158 1513 2169</box>
headline-top: బ్రౌన్ డైమండ్ - ఆపరేషన్ ఫ్లడ్ <box>367 164 1135 242</box>
answer-cell: 35-2, <box>1427 2158 1459 2169</box>
answers-author: ఇప్పాఖా గణేష్ <box>1319 2198 1390 2213</box>
answer-cell: 9-2, <box>1319 2066 1345 2077</box>
ssc-list <box>1248 312 1540 579</box>
answers-block <box>1319 2012 1535 2250</box>
bel-intro: భారత్ ఎలక్ట్రానిక్స్ లిమిటెడ్ (బెల్)లో తాత్కాలిక ప్రాతిపదికన కింది పోస్టుల భర్తీకి ప్రకటన విడుదలైంది. <box>1248 913 1536 974</box>
bel-title: బెల్‌లో... <box>1248 876 1338 905</box>
answer-cell: 34-3, <box>1373 2158 1405 2169</box>
answer-cell: 16-2, <box>1481 2081 1513 2093</box>
answer-cell: 22-3, <box>1373 2112 1405 2123</box>
answer-cell: 3-4, <box>1427 2035 1453 2047</box>
ngri-list <box>1248 700 1540 861</box>
answer-cell <box>1373 2172 1427 2187</box>
bel-item: ● దరఖాస్తు: ఆన్‌లైన్‌లో <box>1248 1062 1540 1089</box>
answer-cell: 18-2, <box>1373 2096 1405 2108</box>
bel-website[interactable]: ● వెబ్‌సైట్: www.bel-india.in <box>1248 1116 1540 1143</box>
article-bottom-col-3: 1) లాంచ్ వాహనం పటిష్టం 2) భూమిపై పరీక్షల నిర్వహణ 3) కచ్చితమైన ల్యాండింగ్ 4) ఇస్రో శాస్త్రవేత్తల కృషి 15. నాసా ప్రకారం 'బ్లూ ఘోస్ట్' అంటే? 1) చంద్రుడిపైకి పంపిన ల్యాండర్ 2) కొత్త గ్రహం 3) ఉపగ్రహం 4) అంతరిక్ష కేంద్రం 16. నాసా 'హాలో' మిషన్ లక్ష్యం? 1) చంద్రుని కక్ష్యలో ల్యాండింగ్ 2) సౌర వ్యవస్థ అధ్యయనం 3) గ్రహ రహస్యాలు 4) అంతరిక్ష కేంద్రం నిర్మాణం 17. 'యూరోపా క్లిప్పర్' లక్ష్యం? 1) బృహస్పతి చంద్రుడిపై అన్వేషణ 2) మార్స్ అన్వేషణ 3) సూర్యుని అధ్యయనం 4) శని గ్రహ అధ్యయనం <box>475 1502 655 1812</box>
bel-item: ● మొత్తం ఖాళీలు: 40 <box>1248 982 1540 1009</box>
